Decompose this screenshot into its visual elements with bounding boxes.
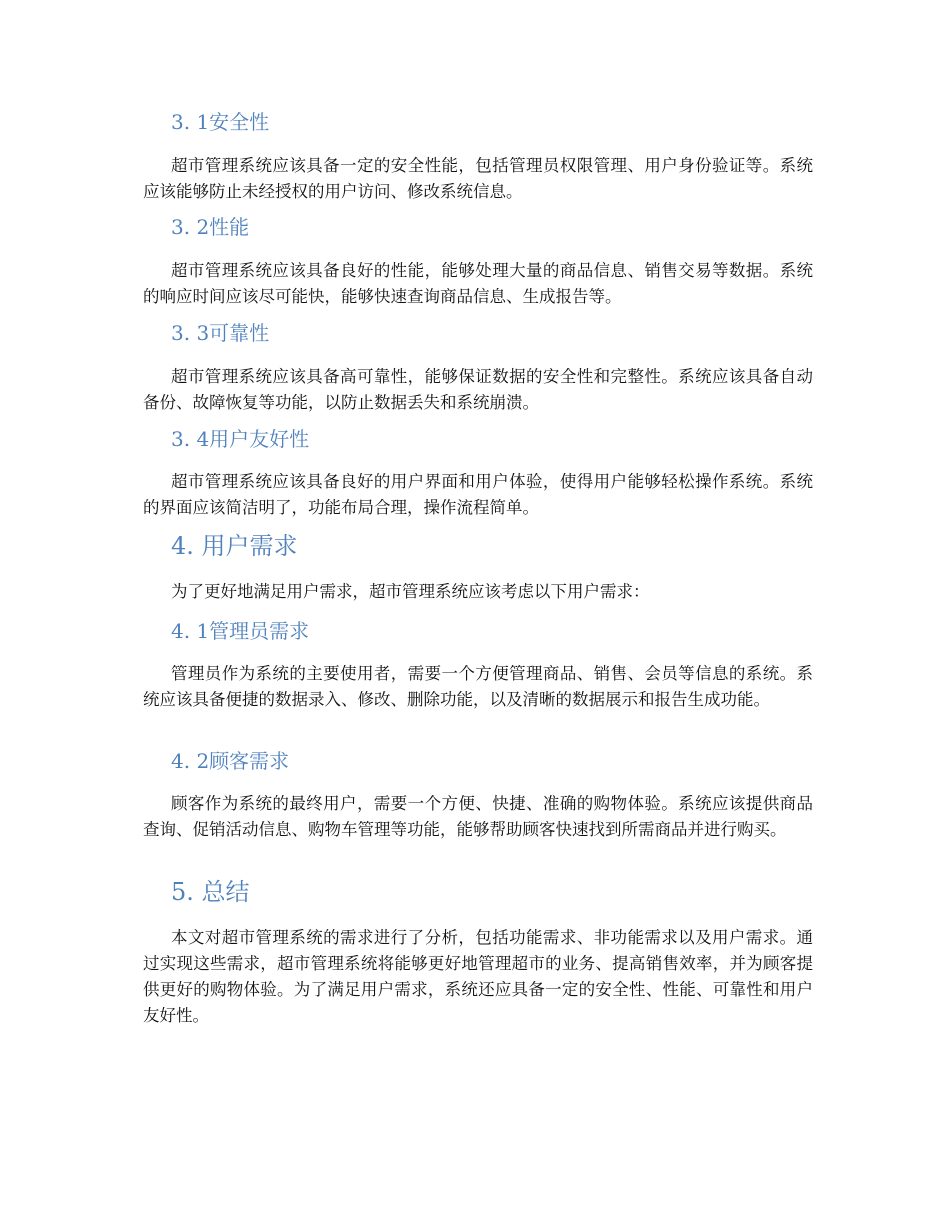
section-heading-3-4: 3. 4用户友好性 <box>171 427 310 451</box>
section-heading-5: 5. 总结 <box>171 878 250 906</box>
section-paragraph-3-4: 超市管理系统应该具备良好的用户界面和用户体验，使得用户能够轻松操作系统。系统的界面应该简洁明了，功能布局合理，操作流程简单。 <box>143 472 813 517</box>
section-paragraph-4-1: 管理员作为系统的主要使用者，需要一个方便管理商品、销售、会员等信息的系统。系统应该具备便捷的数据录入、修改、删除功能，以及清晰的数据展示和报告生成功能。 <box>143 664 813 709</box>
section-paragraph-3-2: 超市管理系统应该具备良好的性能，能够处理大量的商品信息、销售交易等数据。系统的响应时间应该尽可能快，能够快速查询商品信息、生成报告等。 <box>143 261 813 306</box>
section-heading-4-1: 4. 1管理员需求 <box>171 619 310 643</box>
section-heading-3-3: 3. 3可靠性 <box>171 321 270 345</box>
section-heading-4-2: 4. 2顾客需求 <box>171 749 290 773</box>
section-paragraph-3-1: 超市管理系统应该具备一定的安全性能，包括管理员权限管理、用户身份验证等。系统应该能够防止未经授权的用户访问、修改系统信息。 <box>143 156 813 201</box>
section-heading-4: 4. 用户需求 <box>171 532 298 560</box>
section-paragraph-4: 为了更好地满足用户需求，超市管理系统应该考虑以下用户需求： <box>171 582 650 601</box>
section-heading-3-2: 3. 2性能 <box>171 215 250 239</box>
section-paragraph-5: 本文对超市管理系统的需求进行了分析，包括功能需求、非功能需求以及用户需求。通过实现这些需求，超市管理系统将能够更好地管理超市的业务、提高销售效率，并为顾客提供更好的购物体验。为了满足用户需求，系统还应具备一定的安全性、性能、可靠性和用户友好性。 <box>143 928 813 1025</box>
section-paragraph-3-3: 超市管理系统应该具备高可靠性，能够保证数据的安全性和完整性。系统应该具备自动备份、故障恢复等功能，以防止数据丢失和系统崩溃。 <box>143 367 813 412</box>
section-heading-3-1: 3. 1安全性 <box>171 110 270 134</box>
section-paragraph-4-2: 顾客作为系统的最终用户，需要一个方便、快捷、准确的购物体验。系统应该提供商品查询、促销活动信息、购物车管理等功能，能够帮助顾客快速找到所需商品并进行购买。 <box>143 794 813 839</box>
